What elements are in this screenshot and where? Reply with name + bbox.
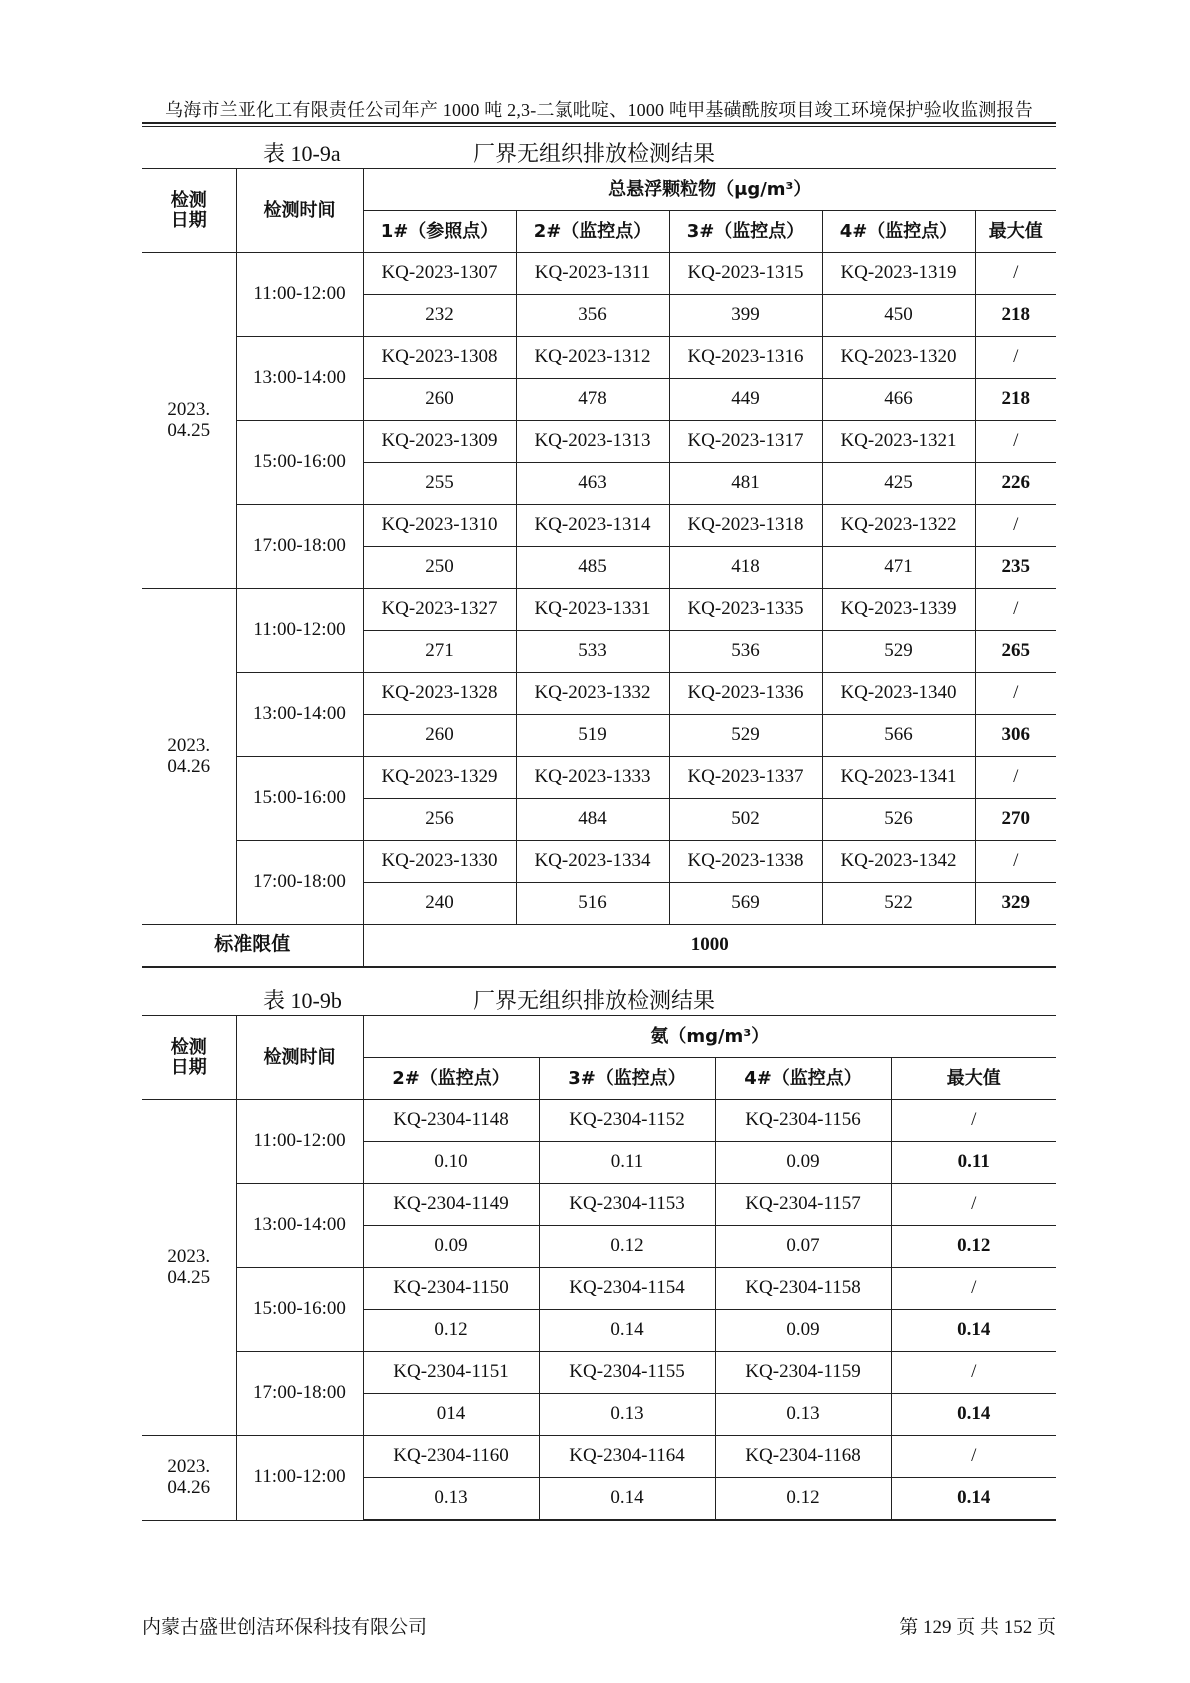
sample-id-cell: KQ-2023-1339 (822, 589, 975, 631)
max-value-cell: 265 (975, 631, 1056, 673)
header-date-cell: 检测 日期 (142, 169, 236, 253)
limit-label-cell: 标准限值 (142, 925, 363, 968)
sample-id-cell: KQ-2023-1336 (669, 673, 822, 715)
header-date-cell: 检测 日期 (142, 1016, 236, 1100)
table-row (142, 253, 1056, 295)
column-header: 4#（监控点） (822, 211, 975, 253)
column-header: 2#（监控点） (363, 1058, 539, 1100)
value-cell: 0.13 (715, 1394, 891, 1436)
value-cell: 0.14 (539, 1310, 715, 1352)
time-cell: 11:00-12:00 (236, 589, 363, 673)
time-cell: 15:00-16:00 (236, 1268, 363, 1352)
sample-id-cell: KQ-2304-1157 (715, 1184, 891, 1226)
date-cell: 2023. 04.25 (142, 253, 236, 589)
sample-id-cell: KQ-2023-1342 (822, 841, 975, 883)
sample-id-cell: KQ-2023-1341 (822, 757, 975, 799)
value-cell: 0.09 (715, 1142, 891, 1184)
table-row (142, 1352, 1056, 1394)
sample-id-cell: KQ-2023-1316 (669, 337, 822, 379)
table-header-row (142, 169, 1056, 211)
value-cell: 526 (822, 799, 975, 841)
value-cell: 484 (516, 799, 669, 841)
limit-row (142, 925, 1056, 968)
max-value-cell: 226 (975, 463, 1056, 505)
sample-id-cell: KQ-2304-1150 (363, 1268, 539, 1310)
value-cell: 425 (822, 463, 975, 505)
table-a-number: 表 10-9a (263, 141, 341, 166)
sample-id-cell: / (975, 589, 1056, 631)
column-header: 1#（参照点） (363, 211, 516, 253)
table-row (142, 841, 1056, 883)
sample-id-cell: KQ-2023-1321 (822, 421, 975, 463)
table-row (142, 421, 1056, 463)
value-cell: 271 (363, 631, 516, 673)
time-cell: 13:00-14:00 (236, 1184, 363, 1268)
value-cell: 0.09 (715, 1310, 891, 1352)
sample-id-cell: / (975, 841, 1056, 883)
value-cell: 0.12 (715, 1478, 891, 1521)
time-cell: 13:00-14:00 (236, 337, 363, 421)
sample-id-cell: KQ-2023-1338 (669, 841, 822, 883)
date-cell: 2023. 04.26 (142, 1436, 236, 1521)
sample-id-cell: KQ-2023-1328 (363, 673, 516, 715)
max-value-cell: 235 (975, 547, 1056, 589)
value-cell: 0.09 (363, 1226, 539, 1268)
sample-id-cell: KQ-2023-1315 (669, 253, 822, 295)
value-cell: 529 (822, 631, 975, 673)
table-a-title: 厂界无组织排放检测结果 (473, 141, 716, 166)
value-cell: 529 (669, 715, 822, 757)
sample-id-cell: KQ-2023-1329 (363, 757, 516, 799)
value-cell: 256 (363, 799, 516, 841)
sample-id-cell: KQ-2023-1314 (516, 505, 669, 547)
value-cell: 260 (363, 379, 516, 421)
column-header: 3#（监控点） (669, 211, 822, 253)
sample-id-cell: KQ-2304-1154 (539, 1268, 715, 1310)
sample-id-cell: / (891, 1352, 1056, 1394)
column-header: 4#（监控点） (715, 1058, 891, 1100)
sample-id-cell: KQ-2023-1310 (363, 505, 516, 547)
max-value-cell: 0.14 (891, 1310, 1056, 1352)
time-cell: 17:00-18:00 (236, 1352, 363, 1436)
date-cell: 2023. 04.25 (142, 1100, 236, 1436)
value-cell: 519 (516, 715, 669, 757)
value-cell: 471 (822, 547, 975, 589)
sample-id-cell: KQ-2023-1313 (516, 421, 669, 463)
sample-id-cell: / (891, 1100, 1056, 1142)
table-row (142, 673, 1056, 715)
table-b (142, 1015, 1056, 1521)
sample-id-cell: KQ-2023-1312 (516, 337, 669, 379)
footer-company: 内蒙古盛世创洁环保科技有限公司 (142, 1617, 428, 1638)
sample-id-cell: KQ-2304-1155 (539, 1352, 715, 1394)
value-cell: 250 (363, 547, 516, 589)
sample-id-cell: KQ-2304-1168 (715, 1436, 891, 1478)
header-time-cell: 检测时间 (236, 1016, 363, 1100)
sample-id-cell: KQ-2304-1158 (715, 1268, 891, 1310)
sample-id-cell: KQ-2023-1332 (516, 673, 669, 715)
sample-id-cell: KQ-2023-1337 (669, 757, 822, 799)
footer-page-info: 第 129 页 共 152 页 (899, 1617, 1056, 1638)
value-cell: 0.10 (363, 1142, 539, 1184)
value-cell: 0.13 (363, 1478, 539, 1521)
value-cell: 449 (669, 379, 822, 421)
sample-id-cell: KQ-2023-1309 (363, 421, 516, 463)
value-cell: 569 (669, 883, 822, 925)
max-value-cell: 218 (975, 379, 1056, 421)
table-a (142, 168, 1056, 968)
column-header: 3#（监控点） (539, 1058, 715, 1100)
sample-id-cell: KQ-2304-1151 (363, 1352, 539, 1394)
max-value-cell: 0.11 (891, 1142, 1056, 1184)
sample-id-cell: / (975, 505, 1056, 547)
sample-id-cell: KQ-2023-1340 (822, 673, 975, 715)
time-cell: 15:00-16:00 (236, 421, 363, 505)
sample-id-cell: / (975, 673, 1056, 715)
time-cell: 17:00-18:00 (236, 505, 363, 589)
value-cell: 014 (363, 1394, 539, 1436)
max-value-cell: 218 (975, 295, 1056, 337)
column-header: 最大值 (891, 1058, 1056, 1100)
table-row (142, 337, 1056, 379)
table-header-row (142, 1016, 1056, 1058)
value-cell: 516 (516, 883, 669, 925)
table-row (142, 1100, 1056, 1142)
table-a-caption (142, 135, 1056, 167)
time-cell: 17:00-18:00 (236, 841, 363, 925)
sample-id-cell: KQ-2023-1333 (516, 757, 669, 799)
sample-id-cell: KQ-2023-1319 (822, 253, 975, 295)
value-cell: 0.07 (715, 1226, 891, 1268)
sample-id-cell: KQ-2304-1149 (363, 1184, 539, 1226)
value-cell: 255 (363, 463, 516, 505)
sample-id-cell: / (891, 1436, 1056, 1478)
sample-id-cell: KQ-2023-1327 (363, 589, 516, 631)
limit-value-cell: 1000 (363, 925, 1056, 968)
max-value-cell: 306 (975, 715, 1056, 757)
sample-id-cell: KQ-2023-1320 (822, 337, 975, 379)
column-header: 最大值 (975, 211, 1056, 253)
sample-id-cell: KQ-2304-1148 (363, 1100, 539, 1142)
value-cell: 502 (669, 799, 822, 841)
sample-id-cell: / (975, 757, 1056, 799)
date-cell: 2023. 04.26 (142, 589, 236, 925)
sample-id-cell: / (891, 1184, 1056, 1226)
sample-id-cell: KQ-2304-1152 (539, 1100, 715, 1142)
sample-id-cell: / (975, 253, 1056, 295)
value-cell: 463 (516, 463, 669, 505)
value-cell: 399 (669, 295, 822, 337)
sample-id-cell: KQ-2023-1330 (363, 841, 516, 883)
sample-id-cell: KQ-2023-1317 (669, 421, 822, 463)
table-row (142, 757, 1056, 799)
value-cell: 356 (516, 295, 669, 337)
header-time-cell: 检测时间 (236, 169, 363, 253)
sample-id-cell: KQ-2304-1153 (539, 1184, 715, 1226)
sample-id-cell: KQ-2304-1159 (715, 1352, 891, 1394)
sample-id-cell: KQ-2023-1335 (669, 589, 822, 631)
header-rule (142, 122, 1056, 124)
value-cell: 522 (822, 883, 975, 925)
sample-id-cell: / (975, 337, 1056, 379)
max-value-cell: 329 (975, 883, 1056, 925)
value-cell: 0.11 (539, 1142, 715, 1184)
time-cell: 11:00-12:00 (236, 1436, 363, 1521)
value-cell: 232 (363, 295, 516, 337)
value-cell: 0.12 (539, 1226, 715, 1268)
sample-id-cell: KQ-2023-1322 (822, 505, 975, 547)
table-b-title: 厂界无组织排放检测结果 (473, 988, 716, 1013)
value-cell: 466 (822, 379, 975, 421)
value-cell: 260 (363, 715, 516, 757)
sample-id-cell: KQ-2304-1164 (539, 1436, 715, 1478)
time-cell: 15:00-16:00 (236, 757, 363, 841)
value-cell: 240 (363, 883, 516, 925)
header-pollutant-cell: 氨（mg/m³） (363, 1016, 1056, 1058)
table-b-number: 表 10-9b (263, 988, 342, 1013)
value-cell: 566 (822, 715, 975, 757)
table-row (142, 505, 1056, 547)
sample-id-cell: KQ-2023-1318 (669, 505, 822, 547)
page-header: 乌海市兰亚化工有限责任公司年产 1000 吨 2,3-二氯吡啶、1000 吨甲基磺酰胺项目竣工环境保护验收监测报告 (165, 100, 1033, 120)
value-cell: 0.12 (363, 1310, 539, 1352)
value-cell: 418 (669, 547, 822, 589)
value-cell: 0.14 (539, 1478, 715, 1521)
value-cell: 536 (669, 631, 822, 673)
value-cell: 478 (516, 379, 669, 421)
time-cell: 11:00-12:00 (236, 1100, 363, 1184)
sample-id-cell: KQ-2023-1311 (516, 253, 669, 295)
value-cell: 450 (822, 295, 975, 337)
max-value-cell: 0.12 (891, 1226, 1056, 1268)
sample-id-cell: KQ-2023-1307 (363, 253, 516, 295)
time-cell: 13:00-14:00 (236, 673, 363, 757)
value-cell: 0.13 (539, 1394, 715, 1436)
sample-id-cell: KQ-2023-1331 (516, 589, 669, 631)
table-row (142, 1268, 1056, 1310)
sample-id-cell: KQ-2304-1160 (363, 1436, 539, 1478)
sample-id-cell: / (975, 421, 1056, 463)
max-value-cell: 0.14 (891, 1394, 1056, 1436)
sample-id-cell: KQ-2023-1308 (363, 337, 516, 379)
sample-id-cell: KQ-2023-1334 (516, 841, 669, 883)
table-row (142, 1436, 1056, 1478)
value-cell: 485 (516, 547, 669, 589)
sample-id-cell: KQ-2304-1156 (715, 1100, 891, 1142)
header-pollutant-cell: 总悬浮颗粒物（μg/m³） (363, 169, 1056, 211)
table-row (142, 589, 1056, 631)
header-rule-thin (142, 126, 1056, 127)
max-value-cell: 0.14 (891, 1478, 1056, 1521)
value-cell: 533 (516, 631, 669, 673)
table-b-caption (142, 982, 1056, 1014)
time-cell: 11:00-12:00 (236, 253, 363, 337)
column-header: 2#（监控点） (516, 211, 669, 253)
max-value-cell: 270 (975, 799, 1056, 841)
sample-id-cell: / (891, 1268, 1056, 1310)
value-cell: 481 (669, 463, 822, 505)
table-row (142, 1184, 1056, 1226)
